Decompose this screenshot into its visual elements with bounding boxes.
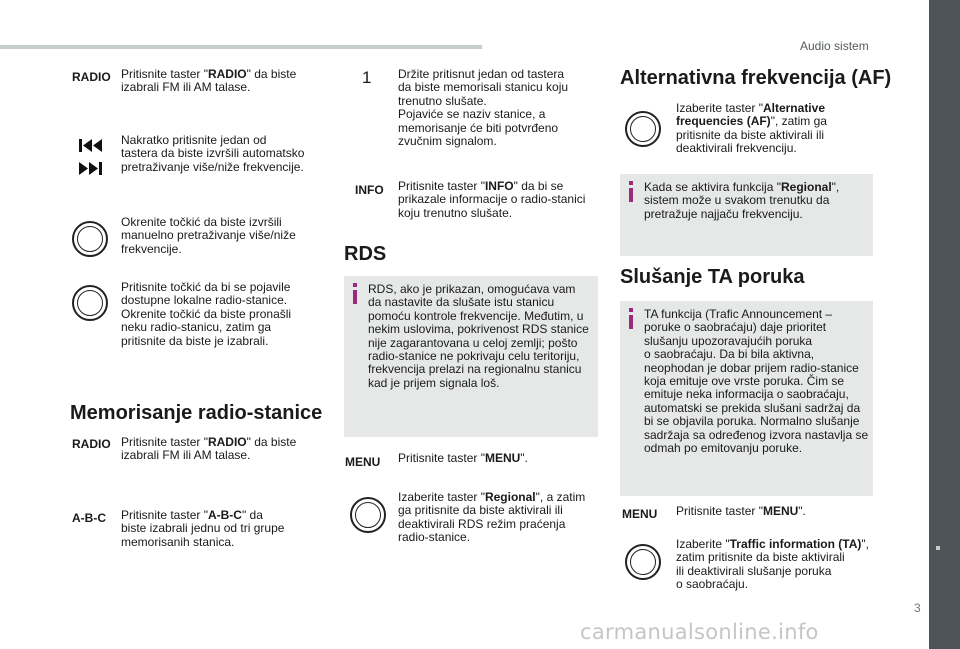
af-instruction: Izaberite taster "Alternative frequencies (AF)", zatim ga pritisnite da biste aktivirali ili deaktivirali frekvenciju. <box>676 101 827 156</box>
menu-button-label: MENU <box>622 507 658 521</box>
menu-button-label: MENU <box>345 455 381 469</box>
rotary-knob-icon <box>625 111 661 147</box>
side-marker <box>936 546 940 550</box>
rds-note-text: RDS, ako je prikazan, omogućava vam da nastavite da slušate istu stanicu pomoću kontrole frekvencije. Međutim, u nekim uslovima, pokrivenost RDS stanice nije zagarantovana u celoj zemlji; pošto radio-stanice ne pokrivaju celu teritoriju, frekvencija prelazi na regionalnu stanicu kad je prijem signala loš. <box>368 282 589 390</box>
seek-forward-icon <box>79 162 102 175</box>
side-tab <box>929 0 960 649</box>
regional-instruction: Izaberite taster "Regional", a zatim ga pritisnite da biste aktivirali ili deaktivirali RDS režim praćenja radio-stanice. <box>398 490 586 545</box>
page-number: 3 <box>914 601 921 615</box>
radio-instruction: Pritisnite taster "RADIO" da biste izabrali FM ili AM talase. <box>121 67 297 95</box>
info-i-icon <box>629 188 633 202</box>
regional-note-text: Kada se aktivira funkcija "Regional", sistem može u svakom trenutku da pretražuje najjaču frekvenciju. <box>644 180 840 221</box>
info-i-icon <box>629 181 633 185</box>
header-rule <box>0 45 482 49</box>
ta-instruction: Izaberite "Traffic information (TA)", zatim pritisnite da biste aktivirali ili deaktivirali slušanje poruka o saobraćaju. <box>676 537 869 592</box>
radio-button-label: RADIO <box>72 437 111 451</box>
rotary-knob-icon <box>350 497 386 533</box>
knob-turn-instruction: Okrenite točkić da biste izvršili manuelno pretraživanje više/niže frekvencije. <box>121 215 296 256</box>
ta-note-text: TA funkcija (Trafic Announcement – poruke o saobraćaju) daje prioritet slušanju upozoravajućih poruka o saobraćaju. Da bi bila aktivna, neophodan je dobar prijem radio-stanice koja emituje ove vrste poruka. Čim se emituje neka informacija o saobraćaju, automatski se prekida slušani sadržaj da bi se objavila poruka. Normalno slušanje sadržaja sa određenog izvora nastavlja se odmah po emitovanju poruke. <box>644 307 869 456</box>
rds-heading: RDS <box>344 243 387 265</box>
regional-note-box <box>620 174 873 256</box>
af-heading: Alternativna frekvencija (AF) <box>620 67 892 89</box>
abc-button-label: A-B-C <box>72 511 106 525</box>
seek-buttons-icon <box>77 137 105 179</box>
rotary-knob-icon <box>72 221 108 257</box>
memorize-heading: Memorisanje radio-stanice <box>70 402 323 424</box>
seek-instruction: Nakratko pritisnite jedan od tastera da biste izvršili automatsko pretraživanje više/niže frekvencije. <box>121 133 305 174</box>
watermark: carmanualsonline.info <box>580 620 819 644</box>
preset-instruction: Držite pritisnut jedan od tastera da biste memorisali stanicu koju trenutno slušate. Pojaviće se naziv stanice, a memorisanje će biti potvrđeno zvučnim signalom. <box>398 67 569 149</box>
info-i-icon <box>629 308 633 312</box>
info-button-label: INFO <box>355 183 384 197</box>
ta-heading: Slušanje TA poruka <box>620 266 805 288</box>
menu-instruction: Pritisnite taster "MENU". <box>398 451 528 465</box>
abc-instruction: Pritisnite taster "A-B-C" da biste izabrali jednu od tri grupe memorisanih stanica. <box>121 508 285 549</box>
menu-instruction: Pritisnite taster "MENU". <box>676 504 806 518</box>
radio-instruction: Pritisnite taster "RADIO" da biste izabrali FM ili AM talase. <box>121 435 297 463</box>
section-title: Audio sistem <box>800 39 869 53</box>
info-instruction: Pritisnite taster "INFO" da bi se prikazale informacije o radio-stanici koju trenutno slušate. <box>398 179 586 220</box>
rotary-knob-icon <box>72 285 108 321</box>
info-i-icon <box>353 290 357 304</box>
preset-button-label: 1 <box>362 68 372 87</box>
seek-back-icon <box>79 139 102 152</box>
info-i-icon <box>353 283 357 287</box>
info-i-icon <box>629 315 633 329</box>
rds-note-box <box>344 276 598 437</box>
rotary-knob-icon <box>625 544 661 580</box>
ta-note-box <box>620 301 873 496</box>
radio-button-label: RADIO <box>72 70 111 84</box>
knob-press-instruction: Pritisnite točkić da bi se pojavile dostupne lokalne radio-stanice. Okrenite točkić da biste pronašli neku radio-stanicu, zatim ga pritisnite da biste je izabrali. <box>121 280 292 348</box>
